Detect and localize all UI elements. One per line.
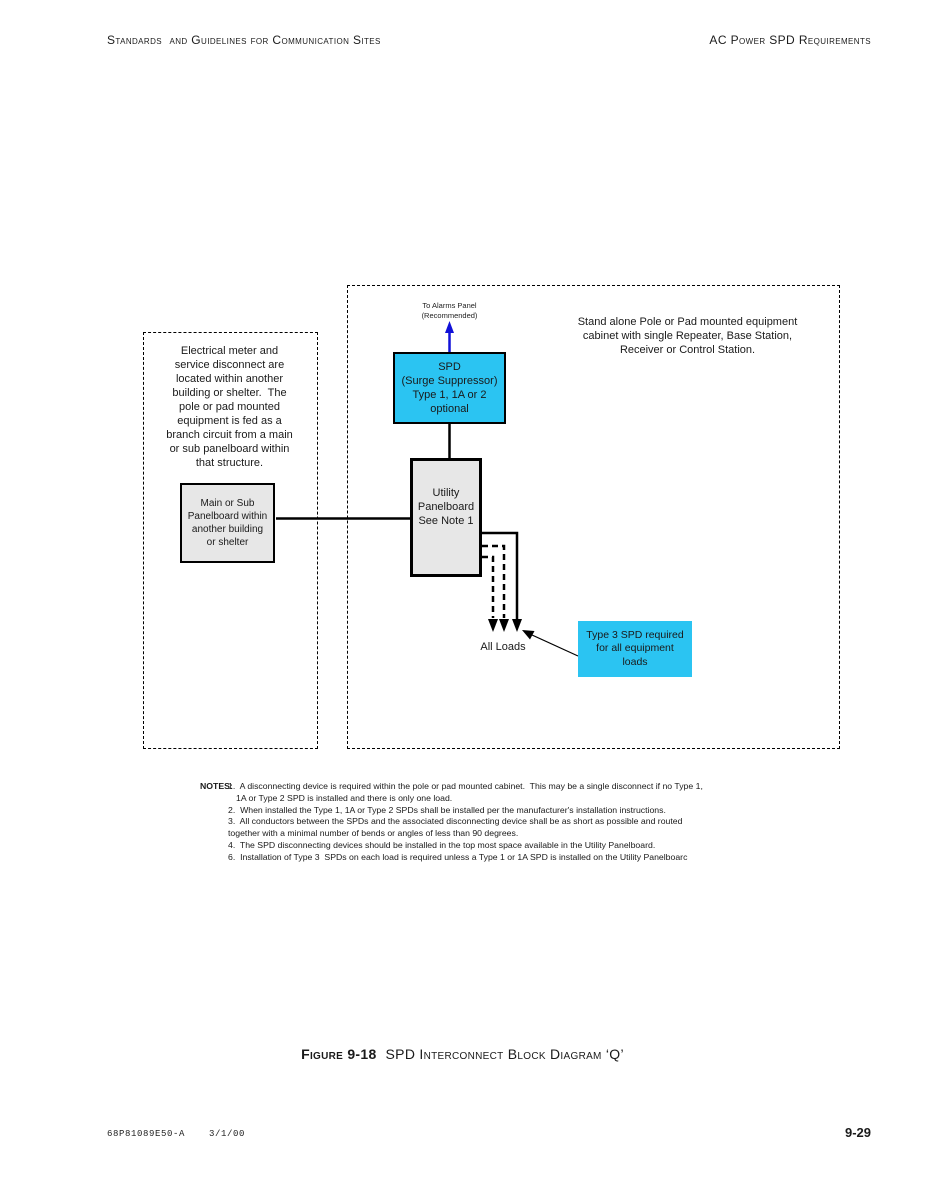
- main-panelboard-text: [188, 497, 268, 549]
- header-left: Standards and Guidelines for Communication Sites: [107, 33, 381, 47]
- note-line: Stand alone Pole or Pad mounted equipment: [577, 316, 798, 328]
- note-line: equipment is fed as a: [177, 415, 282, 427]
- page-number: 9-29: [844, 1125, 871, 1140]
- note-line: Receiver or Control Station.: [619, 344, 756, 356]
- label-line: optional: [430, 403, 469, 415]
- note-item: 1A or Type 2 SPD is installed and there is only one load.: [236, 792, 453, 803]
- label-line: See Note 1: [418, 514, 474, 527]
- cabinet-note: [540, 315, 835, 357]
- note-item: 4. The SPD disconnecting devices should be installed in the top most space available in the Utility Panelboard.: [228, 839, 656, 850]
- label-line: another building: [191, 524, 264, 535]
- label-line: Type 3 SPD required: [586, 628, 684, 641]
- document-id: 68P81089E50-A 3/1/00: [107, 1129, 246, 1139]
- label-line: Utility: [432, 486, 460, 499]
- figure-title: SPD Interconnect Block Diagram ‘Q’: [385, 1046, 624, 1062]
- note-line: branch circuit from a main: [166, 429, 293, 441]
- notes-label: NOTES:: [200, 781, 233, 791]
- note-item: 1. A disconnecting device is required within the pole or pad mounted cabinet. This may be a single disconnect if no Type 1,: [228, 781, 703, 791]
- spd-node: [393, 352, 506, 424]
- alarms-panel-label: [389, 301, 510, 320]
- label-line: Panelboard: [417, 500, 475, 513]
- type3-text: [586, 629, 683, 670]
- notes-list: [228, 781, 703, 864]
- label-line: for all equipment: [596, 642, 674, 655]
- note-line: cabinet with single Repeater, Base Station,: [582, 330, 793, 342]
- note-line: located within another: [175, 373, 283, 385]
- note-item: together with a minimal number of bends or angles of less than 90 degrees.: [228, 828, 519, 839]
- figure-caption: [0, 1046, 925, 1062]
- figure-number: Figure 9-18: [301, 1046, 377, 1062]
- label-line: To Alarms Panel: [422, 301, 477, 310]
- note-item: 2. When installed the Type 1, 1A or Type 2 SPDs shall be installed per the manufacturer's installation instructions.: [228, 804, 666, 815]
- spd-text: [402, 360, 498, 416]
- label-line: Type 1, 1A or 2: [412, 389, 487, 401]
- note-line: pole or pad mounted: [179, 401, 280, 413]
- label-line: loads: [622, 655, 648, 668]
- note-line: service disconnect are: [174, 359, 285, 371]
- label-line: SPD: [438, 361, 461, 373]
- note-line: that structure.: [195, 457, 264, 469]
- utility-text: [418, 486, 474, 528]
- note-item: 3. All conductors between the SPDs and the associated disconnecting device shall be as short as possible and routed: [228, 816, 683, 827]
- label-line: (Surge Suppressor): [401, 375, 498, 387]
- header-right: AC Power SPD Requirements: [709, 33, 871, 47]
- label-line: (Recommended): [421, 310, 478, 320]
- building-note: [146, 344, 313, 470]
- note-line: Electrical meter and: [180, 345, 279, 357]
- label-line: Main or Sub: [200, 498, 255, 509]
- note-line: or sub panelboard within: [169, 443, 290, 455]
- note-item: 6. Installation of Type 3 SPDs on each load is required unless a Type 1 or 1A SPD is installed on the Utility Panelboarc: [228, 851, 688, 862]
- note-line: building or shelter. The: [172, 387, 287, 399]
- label-line: Panelboard within: [187, 511, 268, 522]
- utility-panelboard-node: [410, 458, 482, 577]
- main-panelboard-node: [180, 483, 275, 563]
- type3-spd-node: [578, 621, 692, 677]
- all-loads-label: All Loads: [480, 641, 526, 653]
- label-line: or shelter: [206, 537, 249, 548]
